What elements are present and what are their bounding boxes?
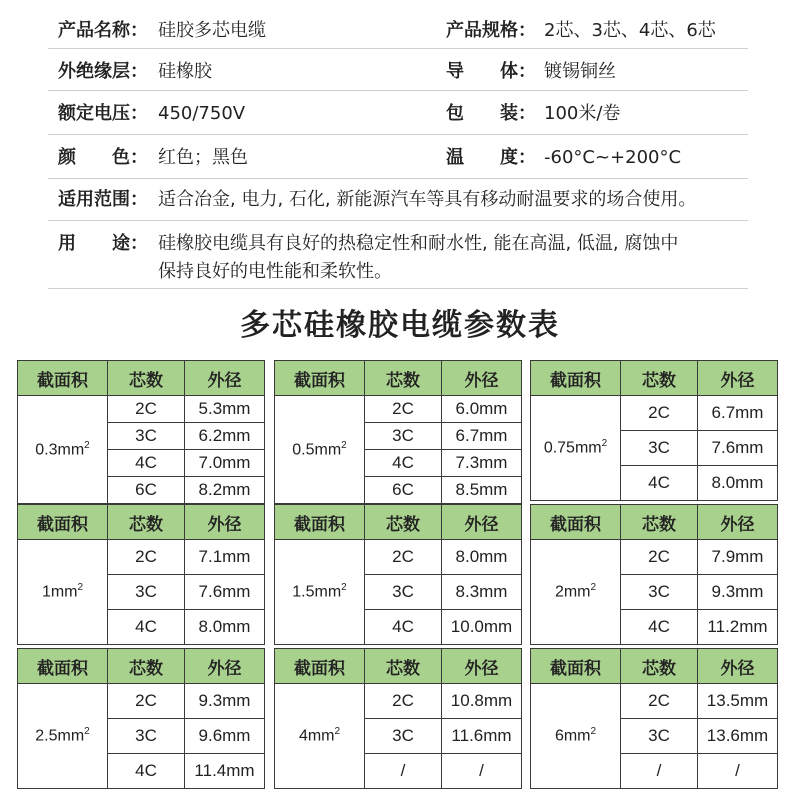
table-row — [275, 684, 522, 719]
diameter-cell: 7.3mm — [442, 450, 522, 477]
diameter-cell: / — [698, 754, 778, 789]
diameter-cell: 6.0mm — [442, 396, 522, 423]
cores-cell: 3C — [108, 719, 185, 754]
param-table-9 — [530, 648, 778, 789]
section-cell: $1mm^2$ — [18, 540, 108, 645]
header-section: 截面积 — [18, 649, 108, 684]
header-cores: 芯数 — [621, 649, 698, 684]
package-label: 包 装： — [446, 103, 536, 124]
param-table-1 — [17, 360, 265, 504]
cores-cell: 3C — [621, 575, 698, 610]
cores-cell: 2C — [108, 684, 185, 719]
section-cell: $0.5mm^2$ — [275, 396, 365, 504]
diameter-cell: 9.3mm — [698, 575, 778, 610]
header-cores: 芯数 — [108, 361, 185, 396]
header-diameter: 外径 — [698, 505, 778, 540]
cores-cell: 3C — [621, 719, 698, 754]
cores-cell: 2C — [108, 540, 185, 575]
spec-row-5 — [48, 178, 748, 221]
diameter-cell: 9.6mm — [185, 719, 265, 754]
header-cores: 芯数 — [108, 505, 185, 540]
diameter-cell: 7.9mm — [698, 540, 778, 575]
header-diameter: 外径 — [442, 649, 522, 684]
cores-cell: 4C — [621, 610, 698, 645]
section-cell: $4mm^2$ — [275, 684, 365, 789]
param-table-5 — [274, 504, 522, 645]
cores-cell: 3C — [108, 423, 185, 450]
cores-cell: / — [621, 754, 698, 789]
diameter-cell: 8.2mm — [185, 477, 265, 504]
temperature-label: 温 度： — [446, 147, 536, 168]
table-row — [18, 684, 265, 719]
cores-cell: 2C — [621, 684, 698, 719]
voltage-value: 450/750V — [158, 103, 246, 124]
header-diameter: 外径 — [442, 505, 522, 540]
diameter-cell: 9.3mm — [185, 684, 265, 719]
param-table-2 — [274, 360, 522, 504]
table-row — [18, 396, 265, 423]
cores-cell: 2C — [621, 396, 698, 431]
diameter-cell: 11.4mm — [185, 754, 265, 789]
usage-line-1: 硅橡胶电缆具有良好的热稳定性和耐水性, 能在高温, 低温, 腐蚀中 — [158, 233, 679, 254]
diameter-cell: 6.7mm — [442, 423, 522, 450]
param-table-4 — [17, 504, 265, 645]
cores-cell: 6C — [108, 477, 185, 504]
cores-cell: 2C — [365, 540, 442, 575]
spec-row-2 — [48, 48, 748, 91]
header-section: 截面积 — [18, 505, 108, 540]
name-label: 产品名称： — [58, 20, 148, 41]
cores-cell: 3C — [108, 575, 185, 610]
spec-row-3 — [48, 90, 748, 135]
diameter-cell: 13.5mm — [698, 684, 778, 719]
voltage-label: 额定电压： — [58, 103, 148, 124]
diameter-cell: 7.6mm — [698, 431, 778, 466]
cores-cell: 3C — [621, 431, 698, 466]
header-diameter: 外径 — [698, 361, 778, 396]
diameter-cell: 13.6mm — [698, 719, 778, 754]
diameter-cell: 8.3mm — [442, 575, 522, 610]
diameter-cell: 6.2mm — [185, 423, 265, 450]
conductor-value: 镀锡铜丝 — [544, 61, 616, 82]
param-table-8 — [274, 648, 522, 789]
header-section: 截面积 — [275, 361, 365, 396]
header-diameter: 外径 — [185, 361, 265, 396]
header-section: 截面积 — [275, 505, 365, 540]
conductor-label: 导 体： — [446, 61, 536, 82]
insulation-value: 硅橡胶 — [158, 61, 212, 82]
table-row — [531, 684, 778, 719]
section-cell: $6mm^2$ — [531, 684, 621, 789]
spec-label: 产品规格： — [446, 20, 536, 41]
scope-value: 适合冶金, 电力, 石化, 新能源汽车等具有移动耐温要求的场合使用。 — [158, 189, 697, 210]
header-section: 截面积 — [531, 649, 621, 684]
section-cell: $1.5mm^2$ — [275, 540, 365, 645]
usage-label: 用 途： — [58, 233, 148, 254]
cores-cell: 4C — [621, 466, 698, 501]
header-section: 截面积 — [531, 361, 621, 396]
diameter-cell: 7.1mm — [185, 540, 265, 575]
header-cores: 芯数 — [621, 505, 698, 540]
diameter-cell: 7.0mm — [185, 450, 265, 477]
diameter-cell: 5.3mm — [185, 396, 265, 423]
header-cores: 芯数 — [108, 649, 185, 684]
name-value: 硅胶多芯电缆 — [158, 20, 266, 41]
cores-cell: 2C — [365, 396, 442, 423]
header-cores: 芯数 — [365, 361, 442, 396]
spec-row-6 — [48, 220, 748, 289]
cores-cell: 6C — [365, 477, 442, 504]
page-title: 多芯硅橡胶电缆参数表 — [240, 308, 560, 343]
cores-cell: 2C — [108, 396, 185, 423]
cores-cell: 3C — [365, 423, 442, 450]
table-row — [275, 396, 522, 423]
param-table-6 — [530, 504, 778, 645]
diameter-cell: 7.6mm — [185, 575, 265, 610]
param-table-3 — [530, 360, 778, 501]
header-section: 截面积 — [531, 505, 621, 540]
param-table-7 — [17, 648, 265, 789]
cores-cell: 4C — [108, 610, 185, 645]
cores-cell: 4C — [108, 450, 185, 477]
table-row — [18, 540, 265, 575]
cores-cell: / — [365, 754, 442, 789]
diameter-cell: 10.8mm — [442, 684, 522, 719]
color-label: 颜 色： — [58, 147, 148, 168]
spec-row-1 — [48, 14, 748, 49]
table-row — [531, 396, 778, 431]
diameter-cell: / — [442, 754, 522, 789]
diameter-cell: 11.6mm — [442, 719, 522, 754]
cores-cell: 4C — [365, 450, 442, 477]
cores-cell: 3C — [365, 719, 442, 754]
header-cores: 芯数 — [365, 649, 442, 684]
section-cell: $2mm^2$ — [531, 540, 621, 645]
header-cores: 芯数 — [621, 361, 698, 396]
cores-cell: 4C — [365, 610, 442, 645]
diameter-cell: 8.5mm — [442, 477, 522, 504]
table-row — [531, 540, 778, 575]
usage-line-2: 保持良好的电性能和柔软性。 — [158, 261, 392, 282]
diameter-cell: 11.2mm — [698, 610, 778, 645]
header-diameter: 外径 — [185, 649, 265, 684]
table-row — [275, 540, 522, 575]
header-section: 截面积 — [18, 361, 108, 396]
header-section: 截面积 — [275, 649, 365, 684]
header-diameter: 外径 — [698, 649, 778, 684]
cores-cell: 2C — [365, 684, 442, 719]
scope-label: 适用范围： — [58, 189, 148, 210]
section-cell: $0.75mm^2$ — [531, 396, 621, 501]
cores-cell: 3C — [365, 575, 442, 610]
header-cores: 芯数 — [365, 505, 442, 540]
insulation-label: 外绝缘层： — [58, 61, 148, 82]
diameter-cell: 8.0mm — [442, 540, 522, 575]
diameter-cell: 10.0mm — [442, 610, 522, 645]
spec-value: 2芯、3芯、4芯、6芯 — [544, 20, 716, 41]
section-cell: $2.5mm^2$ — [18, 684, 108, 789]
cores-cell: 2C — [621, 540, 698, 575]
color-value: 红色；黑色 — [158, 147, 248, 168]
section-cell: $0.3mm^2$ — [18, 396, 108, 504]
cores-cell: 4C — [108, 754, 185, 789]
header-diameter: 外径 — [185, 505, 265, 540]
package-value: 100米/卷 — [544, 103, 621, 124]
diameter-cell: 8.0mm — [698, 466, 778, 501]
diameter-cell: 8.0mm — [185, 610, 265, 645]
temperature-value: -60°C~+200°C — [544, 147, 682, 168]
header-diameter: 外径 — [442, 361, 522, 396]
spec-row-4 — [48, 134, 748, 179]
diameter-cell: 6.7mm — [698, 396, 778, 431]
